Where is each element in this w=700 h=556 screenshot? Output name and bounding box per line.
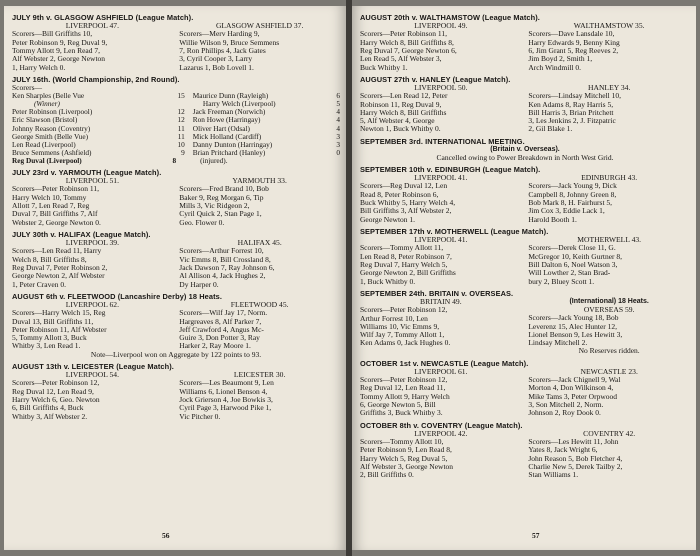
scorer-line: Buck Whitby 1.: [360, 63, 408, 72]
rider-name: Len Read (Liverpool): [12, 139, 76, 149]
rider-points: 15: [177, 91, 185, 101]
match-heading: SEPTEMBER 10th v. EDINBURGH (League Match).: [360, 165, 541, 175]
rider-name: Jack Freeman (Norwich): [192, 107, 266, 117]
home-team-score: LIVERPOOL 61.: [414, 366, 468, 376]
page-number: 56: [162, 531, 170, 540]
rider-name: Maurice Dunn (Rayleigh): [192, 91, 269, 101]
match-heading: AUGUST 27th v. HANLEY (League Match).: [360, 74, 511, 84]
rider-points: 11: [177, 131, 185, 141]
scorer-line: Read 8, Peter Robinson 6,: [360, 190, 439, 199]
scorer-line: Mike Tams 3, Peter Orpwood: [528, 392, 618, 401]
scorer-line: Reg Duval 12, Len Read 9,: [12, 387, 94, 396]
home-team-score: LIVERPOOL 51.: [65, 176, 119, 186]
scorer-line: Mills 3, Vic Ridgeon 2,: [179, 202, 250, 211]
scorer-line: Jock Grierson 4, Joe Bowkis 3,: [179, 396, 273, 404]
away-column: [528, 368, 690, 418]
scorer-line: Cyril Quick 2, Stan Page 1,: [179, 210, 262, 219]
away-column: [179, 301, 340, 351]
scorer-line: 1, Harry Welch 0.: [12, 63, 66, 72]
scorer-line: Scorers—Merv Harding 9,: [179, 30, 260, 39]
scorer-line: Ken Adams 0, Jack Hughes 0.: [360, 339, 451, 348]
match-heading: OCTOBER 1st v. NEWCASTLE (League Match).: [360, 358, 529, 368]
match-coventry: [360, 421, 690, 480]
rider-points: 11: [177, 123, 185, 133]
scorer-line: Charlie New 5, Derek Tailby 2,: [528, 462, 623, 471]
away-team-score: HALIFAX 45.: [237, 237, 282, 247]
scorer-line: Hargreaves 8, Alf Parker 7,: [179, 317, 262, 326]
rider-name: Ron Howe (Harringay): [192, 115, 261, 125]
scorer-line: Scorers—Peter Robinson 12,: [360, 306, 448, 315]
scorer-line: Morton 4, Don Wilkinson 4,: [528, 384, 614, 393]
scorer-line: Scorers—Peter Robinson 11,: [360, 30, 448, 39]
scorer-line: Scorers—Les Beaumont 9, Len: [179, 379, 274, 388]
scorer-line: Williams 10, Vic Emms 9,: [360, 322, 440, 331]
scorer-line: 2, Bill Griffiths 0.: [360, 471, 414, 480]
scorer-line: Griffiths 3, Buck Whitby 3.: [360, 409, 443, 418]
away-team-score: GLASGOW ASHFIELD 37.: [215, 21, 304, 30]
scorer-line: Geo. Flower 0.: [179, 218, 225, 227]
rider-name: (injured).: [200, 155, 228, 165]
away-column: [179, 177, 340, 227]
scorer-line: 6, Jim Grant 5, Reg Reeves 2,: [528, 47, 619, 55]
match-heading: AUGUST 6th v. FLEETWOOD (Lancashire Derby) 18 Heats.: [12, 291, 222, 301]
scorer-line: Scorers—Wilf Jay 17, Norm.: [179, 309, 268, 318]
rider-name: Reg Duval (Liverpool): [12, 155, 82, 165]
match-fleetwood: [12, 292, 340, 359]
scorer-line: Scorers—Jack Young 9, Dick: [528, 182, 617, 191]
rider-name: George Smith (Belle Vue): [12, 131, 89, 141]
scorer-line: Buck Whitby 5, Harry Welch 4,: [360, 199, 456, 208]
match-hanley: [360, 75, 690, 134]
rider-points: 3: [336, 131, 340, 141]
match-walthamstow: [360, 13, 690, 72]
rider-name: Bruce Semmens (Ashfield): [12, 147, 92, 157]
match-heading: JULY 30th v. HALIFAX (League Match).: [12, 229, 151, 239]
rider-points: 9: [181, 147, 185, 157]
scorers-label: Scorers—: [12, 83, 42, 92]
scorer-line: Vic Emms 8, Bill Crossland 8,: [179, 255, 271, 264]
scorer-line: 1, Buck Whitby 0.: [360, 277, 416, 286]
scorer-line: Allott 7, Len Read 7, Reg: [12, 202, 90, 211]
scorer-line: Welch 8, Bill Griffiths 8,: [12, 255, 87, 264]
home-team-score: LIVERPOOL 62.: [65, 299, 119, 309]
home-column: [12, 301, 173, 351]
home-team-score: LIVERPOOL 50.: [414, 82, 468, 92]
scorer-line: Harry Welch 10, Tommy: [12, 193, 87, 202]
scorer-line: Scorers—Lindsay Mitchell 10,: [528, 92, 622, 101]
away-team-score: NEWCASTLE 23.: [580, 366, 638, 376]
rider-points: [322, 157, 340, 165]
scorer-line: Scorers—Peter Robinson 12,: [360, 376, 448, 385]
scorer-line: Bill Harris 3, Brian Pritchett: [528, 108, 614, 117]
scorer-line: Alf Webster 2, George Newton: [12, 55, 106, 64]
scorer-line: Harold Booth 1.: [528, 215, 577, 224]
rider-points: 6: [336, 91, 340, 101]
home-team-score: LIVERPOOL 49.: [414, 21, 468, 30]
scorer-line: Harry Welch 8, Bill Griffiths 8,: [360, 38, 454, 47]
scorer-line: Scorers—Jack Chignell 9, Wal: [528, 376, 621, 385]
match-subheading: (International) 18 Heats.: [569, 297, 649, 305]
home-column: [12, 177, 173, 227]
scorer-line: Scorers—Bill Griffiths 10,: [12, 30, 93, 39]
rider-points: 4: [336, 107, 340, 117]
home-column: [360, 298, 522, 356]
scorer-line: Harry Edwards 9, Benny King: [528, 38, 620, 47]
scorer-line: Lionel Benson 9, Les Hewitt 3,: [528, 330, 623, 339]
away-team-score: LEICESTER 30.: [233, 370, 286, 379]
match-heading: SEPTEMBER 17th v. MOTHERWELL (League Match).: [360, 226, 549, 236]
match-heading: OCTOBER 8th v. COVENTRY (League Match).: [360, 420, 523, 430]
home-team-score: LIVERPOOL 41.: [414, 173, 468, 183]
scorer-line: Len Read 8, Peter Robinson 7,: [360, 252, 452, 261]
rider-points: 12: [177, 107, 185, 117]
match-yarmouth: [12, 168, 340, 227]
aggregate-note: Note—Liverpool won on Aggregate by 122 points to 93.: [90, 350, 262, 359]
rider-name: Ken Sharples (Belle Vue: [12, 91, 85, 101]
scorer-line: Scorers—Peter Robinson 11,: [12, 185, 100, 194]
scorer-line: 7, Ron Phillips 4, Jack Gates: [179, 47, 266, 55]
away-column: [528, 84, 690, 134]
scorer-line: George Newton 2, Bill Griffiths: [360, 269, 456, 278]
match-halifax: [12, 230, 340, 289]
scorer-line: Scorers—Derek Close 11, G.: [528, 244, 616, 253]
away-team-score: FLEETWOOD 45.: [230, 299, 289, 309]
scorer-line: Tommy Allott 9, Harry Welch: [360, 392, 450, 401]
scorer-line: bury 2, Bluey Scott 1.: [528, 277, 595, 286]
rider-points: 8: [172, 155, 177, 165]
scorer-line: 2, Gil Blake 1.: [528, 125, 573, 134]
match-motherwell: [360, 227, 690, 286]
rider-points: 4: [336, 115, 340, 125]
away-column: [179, 22, 340, 72]
page-number: 57: [532, 531, 540, 540]
scorer-line: Arch Windmill 0.: [528, 63, 581, 72]
home-column: [360, 368, 522, 418]
scorer-line: Reg Duval 7, Peter Robinson 2,: [12, 263, 108, 272]
world-championship-round: [12, 75, 340, 165]
scorer-line: Scorers—Tommy Allott 11,: [360, 244, 444, 253]
match-subheading: (Britain v. Overseas).: [490, 145, 560, 153]
scorer-line: John Reason 5, Bob Fletcher 4,: [528, 454, 623, 463]
scorer-line: Will Lowther 2, Stan Brad-: [528, 269, 611, 278]
championship-row: [12, 157, 340, 165]
home-column: [360, 236, 522, 286]
match-glasgow-ashfield: [12, 13, 340, 72]
away-team-score: MOTHERWELL 43.: [577, 234, 642, 244]
match-heading: JULY 16th. (World Championship, 2nd Round).: [12, 74, 180, 84]
scorer-line: Jeff Crawford 4, Angus Mc-: [179, 325, 264, 334]
match-leicester: [12, 362, 340, 421]
home-column: [12, 22, 173, 72]
scorer-line: Arthur Forrest 10, Len: [360, 314, 428, 323]
rider-name: Johnny Reason (Coventry): [12, 123, 91, 133]
scorer-line: 6, George Newton 5, Bill: [360, 401, 436, 410]
away-column: [528, 22, 690, 72]
home-team-score: BRITAIN 49.: [420, 296, 462, 306]
scorer-line: Scorers—Tommy Allott 10,: [360, 438, 444, 447]
rider-name: Oliver Hart (Odsal): [192, 123, 250, 133]
scorer-line: Harker 2, Ray Moore 1.: [179, 342, 251, 351]
away-column: [528, 236, 690, 286]
rider-name: Mick Holland (Cardiff): [192, 131, 262, 141]
away-column: [528, 174, 690, 224]
scorer-line: Vic Pitcher 0.: [179, 412, 221, 421]
away-team-score: HANLEY 34.: [587, 82, 631, 92]
away-team-score: EDINBURGH 43.: [581, 173, 638, 183]
home-team-score: LIVERPOOL 42.: [414, 428, 468, 438]
scorer-line: Whitby 3, Len Read 1.: [12, 342, 81, 351]
match-heading: AUGUST 20th v. WALTHAMSTOW (League Match).: [360, 13, 540, 22]
rider-points: 12: [177, 115, 185, 125]
rider-name: Peter Robinson (Liverpool): [12, 107, 93, 117]
scorer-line: Reg Duval 7, Harry Welch 5,: [360, 260, 448, 269]
scorer-line: 1, Peter Craven 0.: [12, 280, 66, 289]
match-heading: SEPTEMBER 24th. BRITAIN v. OVERSEAS.: [360, 288, 514, 298]
scorer-line: Jim Boyd 2, Smith 1,: [528, 55, 593, 64]
home-team-score: LIVERPOOL 41.: [414, 234, 468, 244]
rider-points: 10: [177, 139, 185, 149]
match-newcastle: [360, 359, 690, 418]
scorer-line: Williams 6, Lionel Benson 4,: [179, 387, 268, 396]
scorer-line: No Reserves ridden.: [578, 347, 640, 356]
home-team-score: LIVERPOOL 39.: [65, 237, 119, 247]
scorer-line: Willie Wilson 9, Bruce Semmens: [179, 38, 280, 47]
scorer-line: George Newton 2, Alf Webster: [12, 272, 105, 281]
scorer-line: Webster 2, George Newton 0.: [12, 218, 101, 227]
scorer-line: Scorers—Len Read 12, Peter: [360, 92, 448, 101]
scorer-line: Scorers—Len Read 11, Harry: [12, 247, 102, 256]
scorer-line: Harry Welch 6, Geo. Newton: [12, 396, 100, 404]
away-column: [528, 430, 690, 480]
match-heading: JULY 9th v. GLASGOW ASHFIELD (League Match).: [12, 13, 194, 22]
rider-points: 5: [336, 99, 340, 109]
home-team-score: LIVERPOOL 47.: [65, 21, 119, 30]
scorer-line: Scorers—Fred Brand 10, Bob: [179, 185, 269, 194]
scorer-line: Baker 9, Reg Morgan 6, Tip: [179, 193, 264, 202]
scorer-line: Campbell 8, Johnny Green 8,: [528, 190, 617, 199]
scorer-line: Scorers—Les Hewitt 11, John: [528, 438, 619, 447]
scorer-line: Harry Welch 5, Reg Duval 5,: [360, 454, 448, 463]
scorer-line: Duval 13, Bill Griffiths 11,: [12, 317, 94, 326]
scorer-line: Lazarus 1, Bob Lovell 1.: [179, 63, 254, 72]
scorer-line: Bob Mark 8, H. Fairhurst 5,: [528, 199, 613, 208]
rider-name: Harry Welch (Liverpool): [202, 99, 276, 109]
scorer-line: Reg Duval 7, George Newton 6,: [360, 47, 457, 55]
scorer-line: Peter Robinson 11, Alf Webster: [12, 325, 107, 334]
scorer-line: Guire 3, Don Potter 3, Ray: [179, 334, 260, 343]
scorer-line: Jack Dawson 7, Ray Johnson 6,: [179, 263, 275, 272]
match-heading: JULY 23rd v. YARMOUTH (League Match).: [12, 168, 162, 178]
scorer-line: Lindsay Mitchell 2.: [528, 339, 588, 348]
scorer-line: 5, Tommy Allott 3, Buck: [12, 334, 87, 343]
scorer-line: Peter Robinson 9, Len Read 8,: [360, 446, 452, 455]
scorer-line: Scorers—Jack Young 18, Bob: [528, 314, 619, 323]
scorer-line: Scorers—Dave Lansdale 10,: [528, 30, 615, 39]
scorer-line: Bill Dalton 6, Noel Watson 3,: [528, 260, 618, 269]
scorer-line: Dy Harper 0.: [179, 280, 219, 289]
scorer-line: Leverenz 15, Alec Hunter 12,: [528, 322, 618, 331]
rider-points: 0: [336, 147, 340, 157]
home-column: [360, 22, 522, 72]
championship-row: [12, 92, 340, 100]
scorer-line: Ken Adams 8, Ray Harris 5,: [528, 100, 614, 109]
scorer-line: Scorers—Peter Robinson 12,: [12, 379, 100, 388]
scorer-line: Al Allison 4, Jack Hughes 2,: [179, 272, 266, 281]
scorer-line: McGregor 10, Keith Gurtner 8,: [528, 252, 623, 261]
right-page: [352, 6, 696, 550]
home-column: [360, 84, 522, 134]
scorer-line: Reg Duval 12, Len Read 11,: [360, 384, 446, 393]
winner-label: (Winner): [34, 99, 60, 109]
away-team-score: WALTHAMSTOW 35.: [573, 21, 645, 30]
match-britain-overseas: [360, 289, 690, 356]
scorer-line: Johnson 2, Roy Dook 0.: [528, 409, 601, 418]
scorer-line: 3, Son Mitchell 2, Norm.: [528, 401, 604, 410]
scorer-line: Len Read 5, Alf Webster 3,: [360, 55, 442, 64]
home-team-score: LIVERPOOL 54.: [65, 370, 119, 379]
rider-points: 4: [336, 123, 340, 133]
rider-name: Brian Pritchard (Hanley): [192, 147, 266, 157]
rider-name: Eric Slawson (Bristol): [12, 115, 78, 125]
away-team-score: OVERSEAS 59.: [583, 304, 635, 314]
away-team-score: YARMOUTH 33.: [232, 176, 287, 186]
cancellation-note: Cancelled owing to Power Breakdown in North West Grid.: [436, 153, 614, 162]
scorer-line: Alf Webster 3, George Newton: [360, 462, 454, 471]
scorer-line: Robinson 11, Reg Duval 9,: [360, 100, 442, 109]
match-heading: SEPTEMBER 3rd. INTERNATIONAL MEETING.: [360, 136, 525, 146]
left-page: [4, 6, 346, 550]
scorer-line: Jim Cox 3, Eddie Lack 1,: [528, 207, 605, 216]
scorer-line: 3, Les Jenkins 2, J. Fitzpatric: [528, 117, 616, 126]
scorer-line: George Newton 1.: [360, 215, 416, 224]
scorer-line: Stan Williams 1.: [528, 471, 579, 480]
home-column: [12, 239, 173, 289]
away-team-score: COVENTRY 42.: [583, 428, 636, 438]
scorer-line: Yates 8, Jack Wright 6,: [528, 446, 598, 455]
home-column: [12, 371, 173, 421]
home-column: [360, 430, 522, 480]
scorer-line: 6, Bill Griffiths 4, Buck: [12, 404, 84, 413]
rider-points: 3: [336, 139, 340, 149]
international-meeting-cancelled: [360, 137, 690, 162]
match-heading: AUGUST 13th v. LEICESTER (League Match).: [12, 362, 174, 371]
home-column: [360, 174, 522, 224]
scorer-line: Wilf Jay 7, Tommy Allott 1,: [360, 331, 445, 340]
scorer-line: Bill Griffiths 3, Alf Webster 2,: [360, 207, 452, 216]
rider-name: Danny Dunton (Harringay): [192, 139, 273, 149]
away-column: [528, 298, 690, 356]
scorer-line: Scorers—Harry Welch 15, Reg: [12, 309, 106, 318]
scorer-line: Scorers—Reg Duval 12, Len: [360, 182, 448, 191]
scorer-line: Tommy Allott 9, Len Read 7,: [12, 47, 101, 55]
scorer-line: 3, Cyril Cooper 3, Larry: [179, 55, 253, 64]
match-edinburgh: [360, 165, 690, 224]
scorer-line: Whitby 3, Alf Webster 2.: [12, 412, 88, 421]
scorer-line: 5, Alf Webster 4, George: [360, 117, 435, 126]
scorer-line: Duval 7, Bill Griffiths 7, Alf: [12, 210, 98, 219]
scorer-line: Newton 1, Buck Whitby 0.: [360, 125, 441, 134]
scorer-line: Peter Robinson 9, Reg Duval 9,: [12, 38, 108, 47]
away-column: [179, 239, 340, 289]
away-column: [179, 371, 340, 421]
scorer-line: Harry Welch 8, Bill Griffiths: [360, 108, 447, 117]
scorer-line: Cyril Page 3, Harwood Pike 1,: [179, 404, 272, 413]
scorer-line: Scorers—Arthur Forrest 10,: [179, 247, 264, 256]
